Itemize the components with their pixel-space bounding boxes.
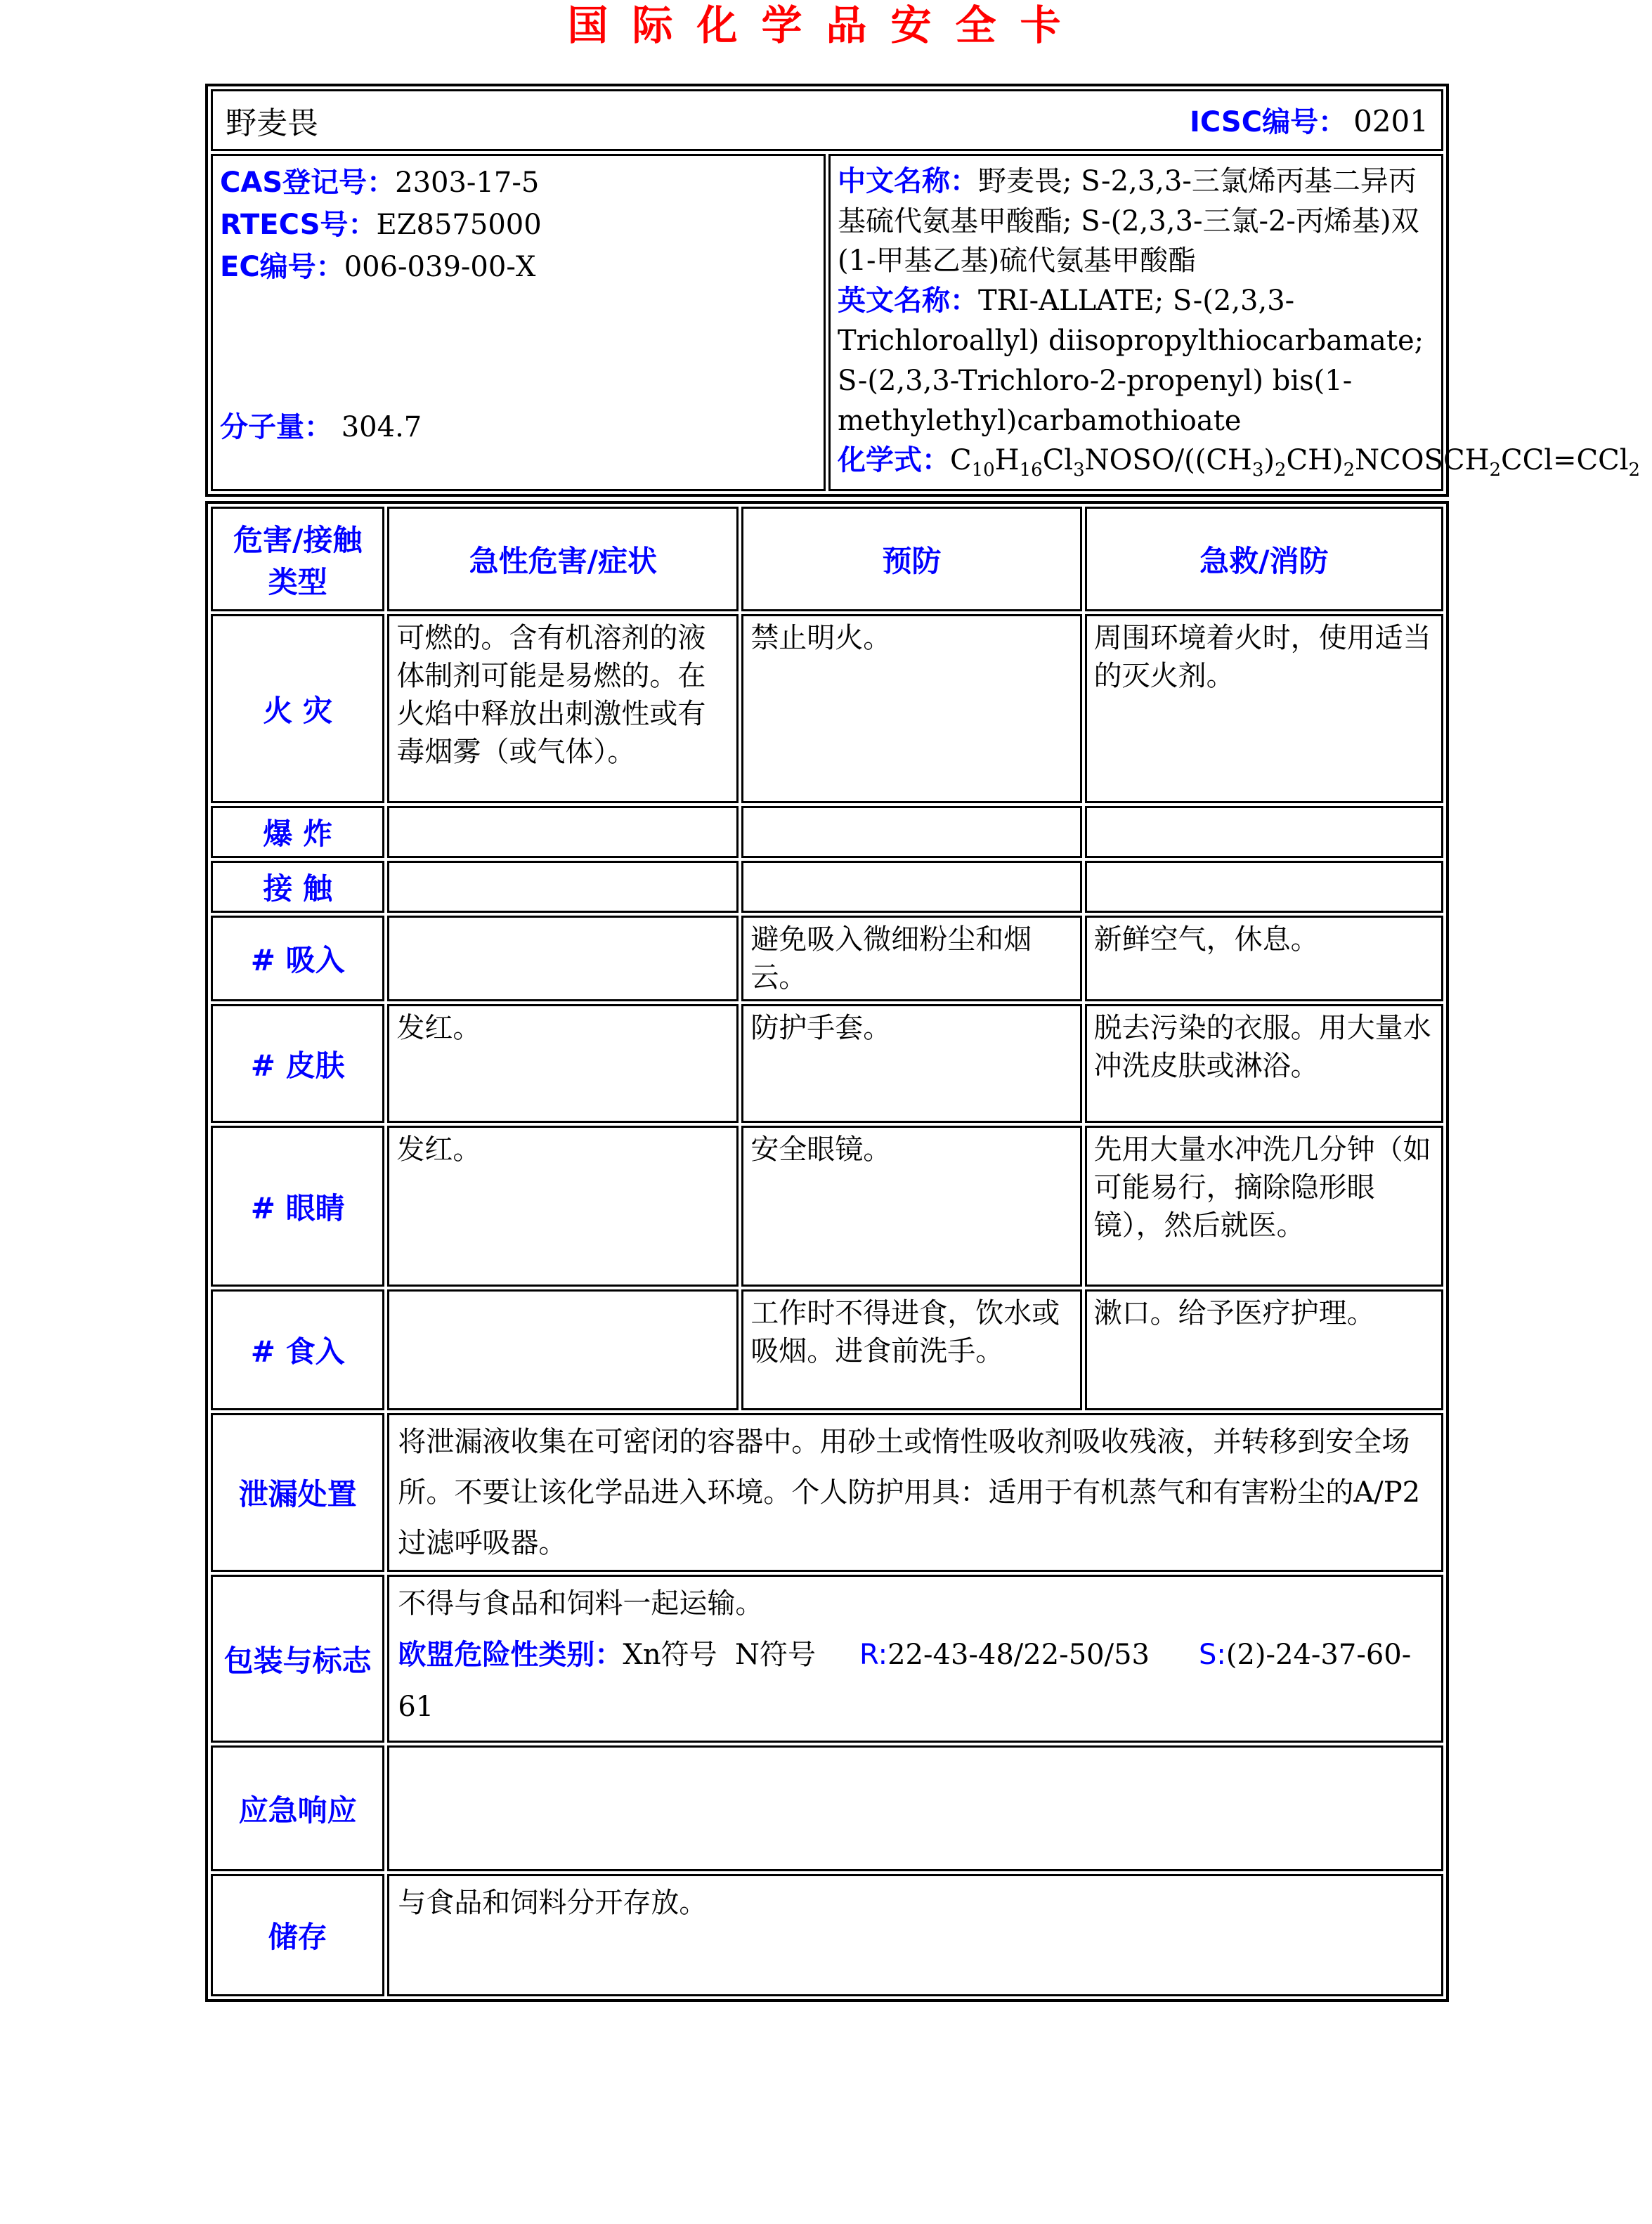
row-exposure-first-aid — [1085, 861, 1443, 913]
rtecs-line — [220, 204, 817, 246]
row-storage-label: 储存 — [211, 1874, 384, 1996]
row-spill-disposal — [211, 1413, 1443, 1572]
packaging-transport-note: 不得与食品和饲料一起运输。 — [398, 1587, 764, 1620]
row-skin-symptoms: 发红。 — [387, 1004, 739, 1123]
rtecs-value: EZ8575000 — [376, 208, 542, 241]
header-symptoms: 急性危害/症状 — [387, 507, 739, 611]
row-skin — [211, 1004, 1443, 1123]
row-skin-label: # 皮肤 — [211, 1004, 384, 1123]
substance-name: 野麦畏 — [226, 105, 318, 141]
cas-value: 2303-17-5 — [395, 166, 540, 199]
icsc-number-label: ICSC编号： — [1189, 106, 1347, 139]
identity-table — [205, 84, 1641, 497]
row-fire-symptoms: 可燃的。含有机溶剂的液体制剂可能是易燃的。在火焰中释放出刺激性或有毒烟雾（或气体）。 — [387, 614, 739, 803]
hazard-header-row — [211, 507, 1443, 611]
row-spill-content: 将泄漏液收集在可密闭的容器中。用砂土或惰性吸收剂吸收残液，并转移到安全场所。不要让该化学品进入环境。个人防护用具：适用于有机蒸气和有害粉尘的A/P2过滤呼吸器。 — [387, 1413, 1443, 1572]
molecular-weight-label: 分子量： — [220, 410, 332, 443]
row-fire — [211, 614, 1443, 803]
cas-line — [220, 162, 817, 204]
row-fire-label: 火 灾 — [211, 614, 384, 803]
formula-value: $C_{10}H_{16}Cl_3NOSO/((CH_3)_2CH)_2NCOSCH_2CCl=CCl_2$ — [950, 444, 1641, 481]
registry-ids-cell — [211, 154, 826, 491]
row-eyes — [211, 1126, 1443, 1287]
english-name-line — [838, 281, 1434, 441]
molecular-weight-line — [220, 406, 817, 448]
row-ingestion-label: # 食入 — [211, 1289, 384, 1410]
icsc-number-value: 0201 — [1353, 104, 1429, 139]
row-ingestion — [211, 1289, 1443, 1410]
row-skin-prevention: 防护手套。 — [741, 1004, 1081, 1123]
row-explosion-label: 爆 炸 — [211, 806, 384, 858]
header-hazard-type: 危害/接触 类型 — [211, 507, 384, 611]
row-emergency-response — [211, 1745, 1443, 1871]
ec-line — [220, 246, 817, 288]
card-title: 国际化学品安全卡 — [567, 1, 1085, 49]
row-spill-label: 泄漏处置 — [211, 1413, 384, 1572]
row-eyes-label: # 眼睛 — [211, 1126, 384, 1287]
r-phrases-value: 22-43-48/22-50/53 — [887, 1639, 1150, 1672]
row-emergency-label: 应急响应 — [211, 1745, 384, 1871]
row-inhalation-prevention: 避免吸入微细粉尘和烟云。 — [741, 916, 1081, 1001]
chinese-name-line — [838, 162, 1434, 281]
identifiers-row — [211, 154, 1443, 491]
eu-classification-line — [398, 1629, 1433, 1733]
molecular-weight-value: 304.7 — [341, 410, 422, 443]
row-inhalation-label: # 吸入 — [211, 916, 384, 1001]
header-prevention: 预防 — [741, 507, 1081, 611]
substance-header-row — [211, 89, 1443, 151]
cas-label: CAS登记号： — [220, 166, 396, 199]
row-fire-prevention: 禁止明火。 — [741, 614, 1081, 803]
english-name-label: 英文名称： — [838, 285, 978, 318]
row-exposure-label: 接 触 — [211, 861, 384, 913]
row-ingestion-prevention: 工作时不得进食，饮水或吸烟。进食前洗手。 — [741, 1289, 1081, 1410]
eu-class-symbols: Xn符号 N符号 — [623, 1639, 817, 1672]
header-first-aid: 急救/消防 — [1085, 507, 1443, 611]
s-phrases-value: (2)-24-37-60-61 — [398, 1639, 1412, 1724]
row-inhalation-symptoms — [387, 916, 739, 1001]
r-phrases-label: R: — [859, 1639, 888, 1672]
row-ingestion-symptoms — [387, 1289, 739, 1410]
row-storage-content: 与食品和饲料分开存放。 — [387, 1874, 1443, 1996]
row-exposure-prevention — [741, 861, 1081, 913]
row-storage — [211, 1874, 1443, 1996]
s-phrases-label: S: — [1198, 1639, 1226, 1672]
rtecs-label: RTECS号： — [220, 208, 377, 241]
row-fire-first-aid: 周围环境着火时，使用适当的灭火剂。 — [1085, 614, 1443, 803]
row-ingestion-first-aid: 漱口。给予医疗护理。 — [1085, 1289, 1443, 1410]
row-exposure — [211, 861, 1443, 913]
english-name-value: TRI-ALLATE; S-(2,3,3-Trichloroallyl) diisopropylthiocarbamate; S-(2,3,3-Trichloro-2-propenyl) bis(1-methylethyl)carbamothioate — [838, 285, 1424, 437]
row-explosion — [211, 806, 1443, 858]
ec-value: 006-039-00-X — [344, 250, 536, 283]
chinese-name-value: 野麦畏; S-2,3,3-三氯烯丙基二异丙基硫代氨基甲酸酯; S-(2,3,3-三氯-2-丙烯基)双(1-甲基乙基)硫代氨基甲酸酯 — [838, 164, 1419, 278]
row-emergency-content — [387, 1745, 1443, 1871]
row-exposure-symptoms — [387, 861, 739, 913]
row-skin-first-aid: 脱去污染的衣服。用大量水冲洗皮肤或淋浴。 — [1085, 1004, 1443, 1123]
row-packaging-labelling — [211, 1575, 1443, 1743]
row-eyes-first-aid: 先用大量水冲洗几分钟（如可能易行，摘除隐形眼镜），然后就医。 — [1085, 1126, 1443, 1287]
hazard-table — [205, 501, 1449, 2002]
icsc-number-group — [1190, 100, 1429, 140]
ec-label: EC编号： — [220, 250, 344, 283]
row-inhalation — [211, 916, 1443, 1001]
formula-label: 化学式： — [838, 444, 950, 477]
row-inhalation-first-aid: 新鲜空气，休息。 — [1085, 916, 1443, 1001]
eu-class-label: 欧盟危险性类别： — [398, 1639, 623, 1672]
row-packaging-label: 包装与标志 — [211, 1575, 384, 1743]
substance-header-cell — [211, 89, 1443, 151]
row-explosion-prevention — [741, 806, 1081, 858]
chinese-name-label: 中文名称： — [838, 164, 978, 197]
row-explosion-first-aid — [1085, 806, 1443, 858]
formula-line — [838, 441, 1641, 483]
names-cell — [828, 154, 1641, 491]
row-packaging-content — [387, 1575, 1443, 1743]
row-eyes-prevention: 安全眼镜。 — [741, 1126, 1081, 1287]
row-explosion-symptoms — [387, 806, 739, 858]
row-eyes-symptoms: 发红。 — [387, 1126, 739, 1287]
card-body — [205, 84, 1641, 2002]
